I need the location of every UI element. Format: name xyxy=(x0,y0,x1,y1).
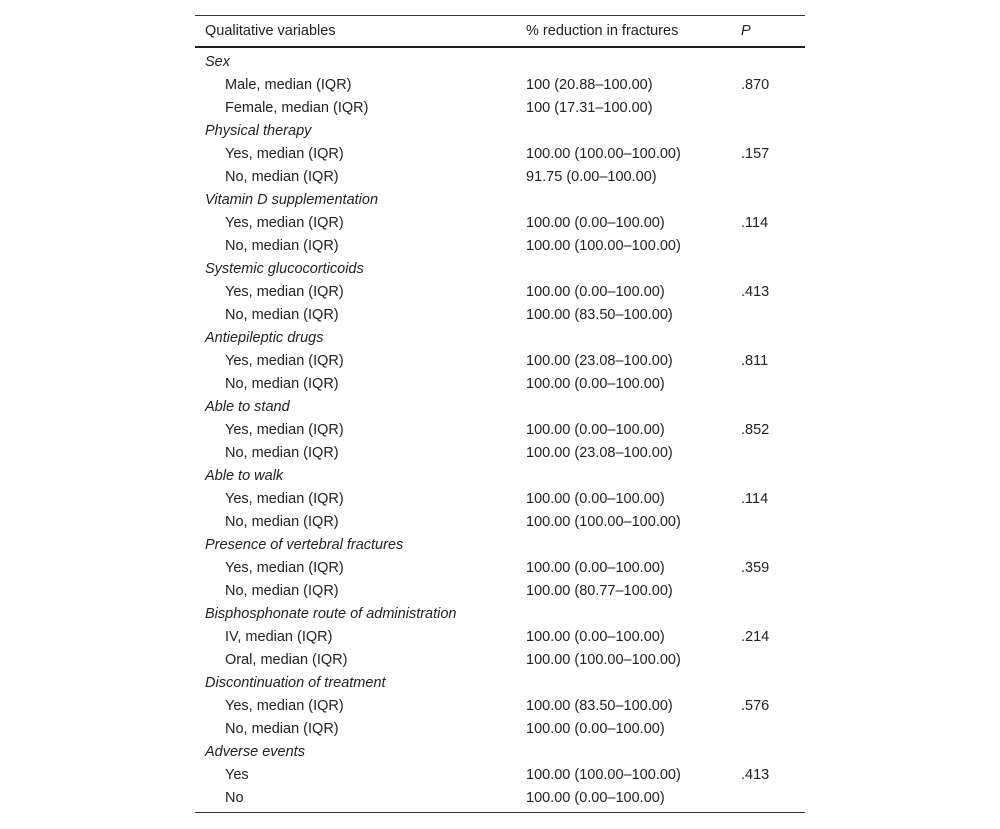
row-p-value: .114 xyxy=(741,214,769,231)
group-label: Presence of vertebral fractures xyxy=(205,536,404,553)
row-label: Yes, median (IQR) xyxy=(225,559,344,576)
row-value: 100.00 (100.00–100.00) xyxy=(526,237,681,254)
group-row xyxy=(195,326,805,349)
row-value: 100.00 (23.08–100.00) xyxy=(526,444,673,461)
group-row xyxy=(195,188,805,211)
table-row xyxy=(195,648,805,671)
row-value: 100.00 (0.00–100.00) xyxy=(526,559,665,576)
row-p-value: .576 xyxy=(741,697,770,714)
row-p-value: .870 xyxy=(741,76,770,93)
group-label: Able to stand xyxy=(205,398,290,415)
table-row xyxy=(195,280,805,303)
group-label: Bisphosphonate route of administration xyxy=(205,605,457,622)
table-row xyxy=(195,211,805,234)
row-value: 100.00 (100.00–100.00) xyxy=(526,513,681,530)
row-p-value: .359 xyxy=(741,559,770,576)
table-row xyxy=(195,579,805,602)
row-label: Yes, median (IQR) xyxy=(225,490,344,507)
row-label: Yes xyxy=(225,766,249,783)
row-p-value: .413 xyxy=(741,283,770,300)
group-label: Discontinuation of treatment xyxy=(205,674,386,691)
group-label: Able to walk xyxy=(205,467,284,484)
row-value: 100 (17.31–100.00) xyxy=(526,99,653,116)
row-label: No, median (IQR) xyxy=(225,168,339,185)
group-row xyxy=(195,533,805,556)
row-value: 100.00 (23.08–100.00) xyxy=(526,352,673,369)
row-label: No, median (IQR) xyxy=(225,375,339,392)
table-row xyxy=(195,73,805,96)
row-label: Yes, median (IQR) xyxy=(225,145,344,162)
row-label: Yes, median (IQR) xyxy=(225,214,344,231)
row-value: 100.00 (0.00–100.00) xyxy=(526,490,665,507)
row-p-value: .413 xyxy=(741,766,770,783)
table-row xyxy=(195,142,805,165)
row-label: Male, median (IQR) xyxy=(225,76,352,93)
row-value: 100.00 (83.50–100.00) xyxy=(526,697,673,714)
row-value: 100.00 (100.00–100.00) xyxy=(526,766,681,783)
group-row xyxy=(195,602,805,625)
table-row xyxy=(195,694,805,717)
table-row xyxy=(195,556,805,579)
row-label: No xyxy=(225,789,244,806)
table-row xyxy=(195,165,805,188)
table-header xyxy=(195,16,805,48)
group-row xyxy=(195,671,805,694)
row-label: No, median (IQR) xyxy=(225,582,339,599)
row-label: Oral, median (IQR) xyxy=(225,651,348,668)
results-table xyxy=(195,15,805,813)
row-value: 100.00 (0.00–100.00) xyxy=(526,214,665,231)
table-row xyxy=(195,510,805,533)
group-row xyxy=(195,464,805,487)
row-value: 100 (20.88–100.00) xyxy=(526,76,653,93)
table-row xyxy=(195,441,805,464)
group-label: Sex xyxy=(205,53,230,70)
group-row xyxy=(195,50,805,73)
row-p-value: .114 xyxy=(741,490,769,507)
row-value: 100.00 (100.00–100.00) xyxy=(526,145,681,162)
table-row xyxy=(195,349,805,372)
row-value: 100.00 (0.00–100.00) xyxy=(526,421,665,438)
row-value: 100.00 (83.50–100.00) xyxy=(526,306,673,323)
group-row xyxy=(195,119,805,142)
row-p-value: .157 xyxy=(741,145,770,162)
row-p-value: .811 xyxy=(741,352,769,369)
row-p-value: .214 xyxy=(741,628,770,645)
row-p-value: .852 xyxy=(741,421,770,438)
row-label: No, median (IQR) xyxy=(225,513,339,530)
row-value: 100.00 (0.00–100.00) xyxy=(526,628,665,645)
group-label: Systemic glucocorticoids xyxy=(205,260,364,277)
row-label: Female, median (IQR) xyxy=(225,99,369,116)
header-variables: Qualitative variables xyxy=(205,23,336,39)
header-p: P xyxy=(741,23,751,39)
row-value: 100.00 (0.00–100.00) xyxy=(526,375,665,392)
group-label: Vitamin D supplementation xyxy=(205,191,379,208)
table-row xyxy=(195,372,805,395)
group-label: Physical therapy xyxy=(205,122,312,139)
row-value: 91.75 (0.00–100.00) xyxy=(526,168,657,185)
group-label: Antiepileptic drugs xyxy=(205,329,324,346)
row-value: 100.00 (0.00–100.00) xyxy=(526,789,665,806)
table-row xyxy=(195,786,805,809)
row-value: 100.00 (100.00–100.00) xyxy=(526,651,681,668)
table-row xyxy=(195,625,805,648)
table-row xyxy=(195,303,805,326)
row-label: Yes, median (IQR) xyxy=(225,697,344,714)
row-value: 100.00 (0.00–100.00) xyxy=(526,283,665,300)
group-label: Adverse events xyxy=(205,743,305,760)
group-row xyxy=(195,740,805,763)
table-row xyxy=(195,717,805,740)
row-label: Yes, median (IQR) xyxy=(225,421,344,438)
row-label: IV, median (IQR) xyxy=(225,628,333,645)
row-value: 100.00 (80.77–100.00) xyxy=(526,582,673,599)
row-label: No, median (IQR) xyxy=(225,237,339,254)
row-value: 100.00 (0.00–100.00) xyxy=(526,720,665,737)
row-label: Yes, median (IQR) xyxy=(225,283,344,300)
group-row xyxy=(195,257,805,280)
row-label: Yes, median (IQR) xyxy=(225,352,344,369)
table-row xyxy=(195,96,805,119)
header-reduction: % reduction in fractures xyxy=(526,23,679,39)
group-row xyxy=(195,395,805,418)
table-row xyxy=(195,763,805,786)
table-row xyxy=(195,418,805,441)
table-body xyxy=(195,48,805,812)
row-label: No, median (IQR) xyxy=(225,720,339,737)
row-label: No, median (IQR) xyxy=(225,306,339,323)
table-row xyxy=(195,234,805,257)
row-label: No, median (IQR) xyxy=(225,444,339,461)
table-row xyxy=(195,487,805,510)
